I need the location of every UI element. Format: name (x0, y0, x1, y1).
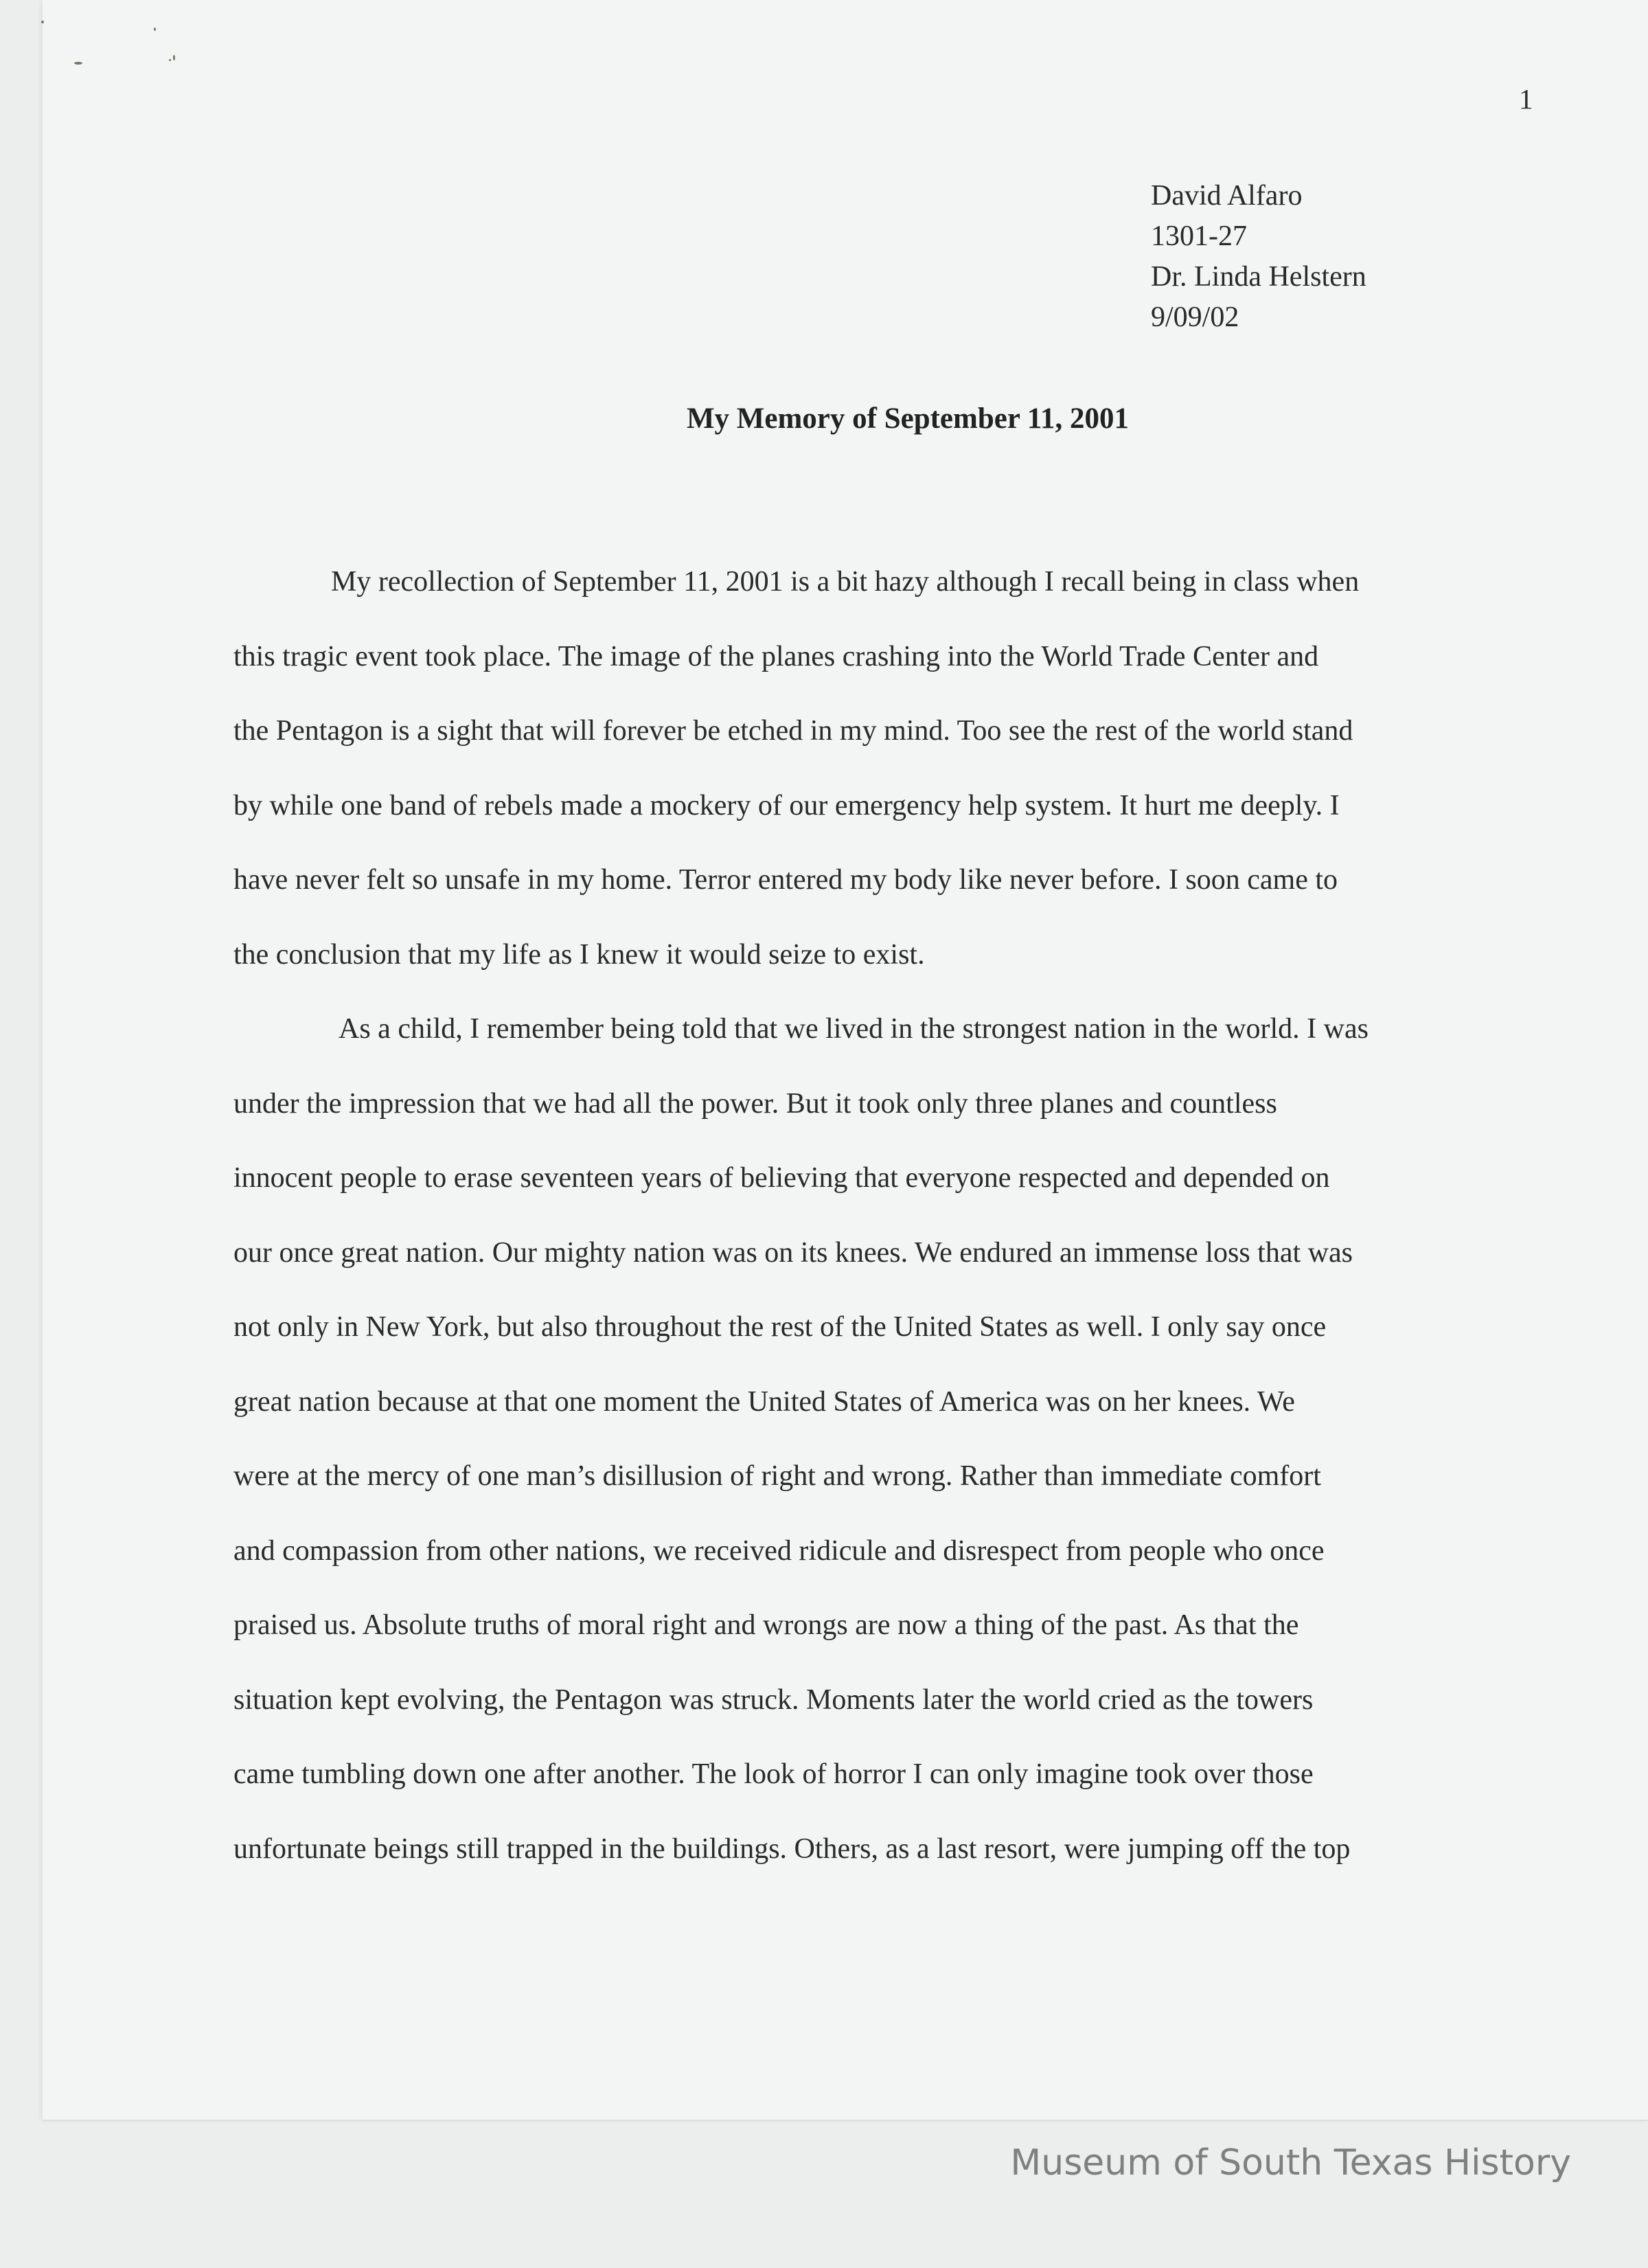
essay-date: 9/09/02 (1151, 302, 1239, 333)
paragraph-line: this tragic event took place. The image of the planes crashing into the World Trade Center and (233, 640, 1319, 672)
dust-speck (41, 21, 44, 23)
paragraph-line: by while one band of rebels made a mockery of our emergency help system. It hurt me deeply. I (233, 789, 1340, 821)
paragraph-line: came tumbling down one after another. The look of horror I can only imagine took over those (233, 1758, 1314, 1790)
paragraph-line: As a child, I remember being told that we lived in the strongest nation in the world. I was (339, 1013, 1369, 1045)
paragraph-line: the conclusion that my life as I knew it would seize to exist. (233, 938, 925, 971)
paragraph-line: not only in New York, but also throughout the rest of the United States as well. I only say once (233, 1311, 1327, 1343)
dust-speck (173, 55, 175, 60)
paragraph-line: great nation because at that one moment the United States of America was on her knees. We (233, 1385, 1295, 1418)
paragraph-line: My recollection of September 11, 2001 is a bit hazy although I recall being in class when (331, 566, 1360, 598)
dust-speck (74, 62, 82, 65)
paragraph-line: under the impression that we had all the power. But it took only three planes and countless (233, 1087, 1277, 1120)
instructor-name: Dr. Linda Helstern (1151, 261, 1366, 293)
paragraph-line: have never felt so unsafe in my home. Terror entered my body like never before. I soon came to (233, 864, 1338, 896)
page-number: 1 (1519, 83, 1533, 115)
paragraph-line: were at the mercy of one man’s disillusion of right and wrong. Rather than immediate comfort (233, 1460, 1321, 1492)
paragraph-line: situation kept evolving, the Pentagon was struck. Moments later the world cried as the towers (233, 1683, 1314, 1716)
header-block (1151, 176, 1366, 338)
dust-speck (169, 59, 171, 61)
paragraph-line: praised us. Absolute truths of moral right and wrongs are now a thing of the past. As that the (233, 1609, 1299, 1641)
paragraph-line: unfortunate beings still trapped in the buildings. Others, as a last resort, were jumping off the top (233, 1833, 1351, 1865)
essay-body (233, 545, 1490, 1886)
dust-speck (154, 27, 156, 31)
essay-title: My Memory of September 11, 2001 (686, 402, 1130, 435)
paragraph-line: and compassion from other nations, we received ridicule and disrespect from people who once (233, 1534, 1325, 1567)
course-number: 1301-27 (1151, 220, 1247, 252)
paragraph-line: innocent people to erase seventeen years of believing that everyone respected and depended on (233, 1162, 1330, 1194)
author-name: David Alfaro (1151, 180, 1303, 212)
paragraph-line: the Pentagon is a sight that will forever be etched in my mind. Too see the rest of the world stand (233, 715, 1353, 747)
paragraph-line: our once great nation. Our mighty nation was on its knees. We endured an immense loss that was (233, 1236, 1353, 1269)
museum-watermark: Museum of South Texas History (1010, 2142, 1571, 2184)
